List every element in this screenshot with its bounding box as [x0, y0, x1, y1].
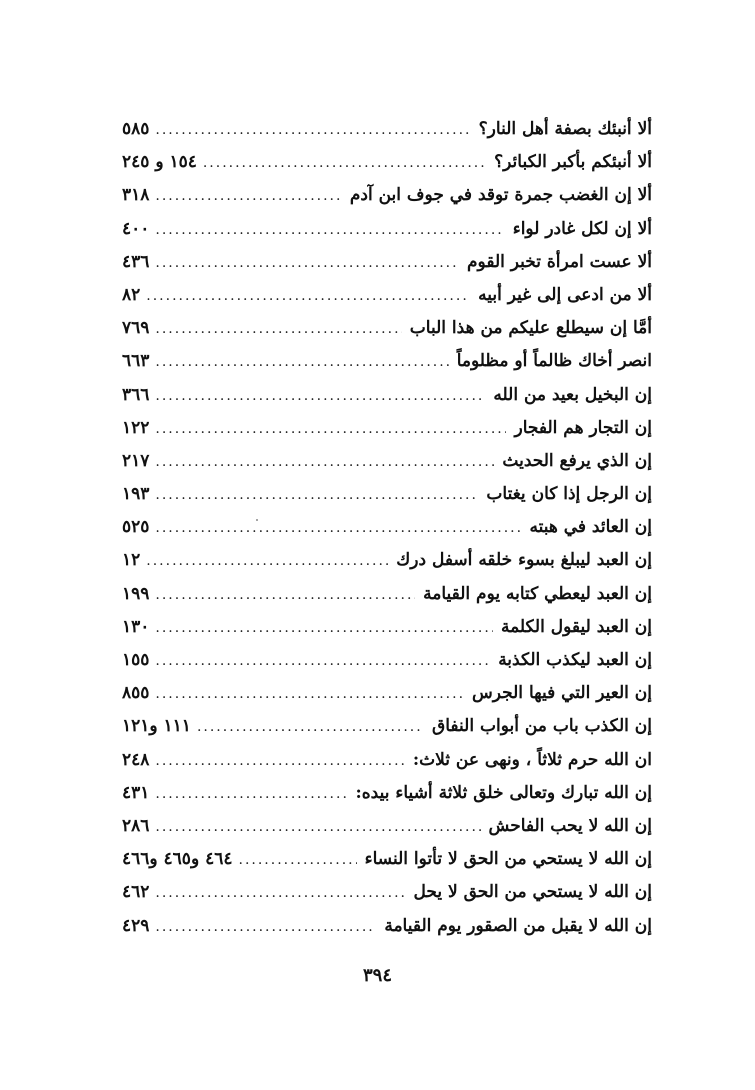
entry-page-reference: ١٩٣ [122, 484, 150, 505]
entry-page-reference: ١٥٥ [122, 650, 150, 670]
dot-leader [149, 811, 480, 844]
entry-title: ألا أنبئك بصفة أهل النار؟ [478, 119, 652, 139]
entry-title: إن الله لا يستحي من الحق لا يحل [413, 882, 652, 903]
entry-page-reference: ١٥٤ و ٢٤٥ [122, 152, 197, 173]
entry-page-reference: ١٣٠ [122, 616, 150, 637]
dot-leader [149, 114, 470, 147]
entry-title: ألا عست امرأة تخبر القوم [467, 251, 652, 272]
dot-leader [149, 479, 478, 512]
index-entry [122, 611, 652, 644]
dot-leader [149, 512, 521, 545]
entry-title: ألا إن لكل غادر لواء [512, 218, 652, 239]
index-entry [122, 644, 652, 677]
index-entry [122, 544, 652, 577]
entry-title: إن الله لا يستحي من الحق لا تأتوا النساء [364, 849, 652, 870]
index-entry [122, 777, 652, 810]
index-entry [122, 810, 652, 843]
entry-title: ان الله حرم ثلاثاً ، ونهى عن ثلاث: [412, 749, 652, 770]
entry-title: إن العبد ليبلغ بسوء خلقه أسفل درك [396, 550, 652, 571]
index-entry [122, 213, 652, 246]
dot-leader [149, 745, 404, 778]
index-entry [122, 246, 652, 279]
hadith-index-list [122, 113, 652, 943]
index-entry [122, 511, 652, 544]
index-entry [122, 744, 652, 777]
entry-page-reference: ٢١٧ [122, 450, 150, 471]
entry-page-reference: ٣٦٦ [122, 384, 150, 405]
dot-leader [140, 280, 470, 313]
entry-title: إن الرجل إذا كان يغتاب [486, 484, 652, 505]
entry-page-reference: ٢٤٨ [122, 749, 150, 770]
entry-page-reference: ١٢٢ [122, 417, 150, 438]
dot-leader [149, 313, 401, 346]
index-entry [122, 412, 652, 445]
entry-title: إن العير التي فيها الجرس [472, 683, 652, 704]
entry-title: ألا أنبئكم بأكبر الكبائر؟ [494, 152, 652, 173]
entry-page-reference: ١٢ [122, 550, 141, 571]
entry-title: إن الله تبارك وتعالى خلق ثلاثة أشياء بيده: [355, 782, 652, 803]
entry-page-reference: ٤٦٤ و٤٦٥ و٤٦٦ [122, 849, 233, 870]
entry-title: إن التجار هم الفجار [514, 417, 652, 438]
entry-page-reference: ١١١ و١٢١ [122, 716, 191, 737]
entry-page-reference: ٢٨٦ [122, 815, 150, 836]
dot-leader [191, 711, 424, 744]
index-entry [122, 876, 652, 909]
entry-title: إن الذي يرفع الحديث [502, 450, 652, 471]
index-entry [122, 445, 652, 478]
dot-leader [149, 678, 464, 711]
entry-page-reference: ٣١٨ [122, 185, 150, 206]
index-entry [122, 677, 652, 710]
entry-title: إن البخيل بعيد من الله [493, 384, 652, 405]
index-entry [122, 179, 652, 212]
entry-page-reference: ٤٠٠ [122, 218, 150, 239]
entry-title: إن الكذب باب من أبواب النفاق [432, 716, 652, 737]
index-entry [122, 379, 652, 412]
index-entry [122, 146, 652, 179]
entry-title: إن الله لا يقبل من الصقور يوم القيامة [384, 915, 652, 936]
dot-leader [149, 645, 490, 678]
ink-speck [256, 519, 258, 521]
entry-page-reference: ٥٨٥ [122, 119, 150, 139]
entry-page-reference: ١٩٩ [122, 583, 150, 604]
dot-leader [149, 612, 493, 645]
entry-page-reference: ٤٣١ [122, 782, 150, 803]
entry-title: انصر أخاك ظالماً أو مظلوماً [456, 351, 652, 372]
dot-leader [140, 545, 388, 578]
entry-title: إن العبد ليقول الكلمة [500, 616, 652, 637]
index-entry [122, 279, 652, 312]
dot-leader [149, 180, 341, 213]
page-number: ٣٩٤ [362, 965, 392, 986]
dot-leader [149, 214, 504, 247]
entry-title: إن العبد ليعطي كتابه يوم القيامة [423, 583, 652, 604]
index-entry [122, 843, 652, 876]
entry-page-reference: ٦٦٣ [122, 351, 150, 372]
entry-page-reference: ٤٦٢ [122, 882, 150, 903]
index-entry [122, 710, 652, 743]
entry-page-reference: ٤٣٦ [122, 251, 150, 272]
entry-title: إن العبد ليكذب الكذبة [498, 650, 652, 670]
index-entry [122, 910, 652, 943]
entry-title: إن الله لا يحب الفاحش [488, 815, 652, 836]
entry-page-reference: ٨٥٥ [122, 683, 150, 704]
entry-title: أمَّا إن سيطلع عليكم من هذا الباب [409, 318, 652, 339]
dot-leader [149, 778, 347, 811]
dot-leader [149, 346, 448, 379]
dot-leader [149, 446, 494, 479]
dot-leader [149, 380, 485, 413]
dot-leader [149, 911, 376, 944]
index-entry [122, 312, 652, 345]
dot-leader [149, 247, 459, 280]
index-entry [122, 113, 652, 146]
index-entry [122, 578, 652, 611]
entry-title: ألا إن الغضب جمرة توقد في جوف ابن آدم [349, 185, 652, 206]
index-entry [122, 478, 652, 511]
entry-page-reference: ٤٢٩ [122, 915, 150, 936]
dot-leader [197, 147, 486, 180]
dot-leader [149, 413, 506, 446]
entry-page-reference: ٥٢٥ [122, 517, 150, 538]
entry-title: ألا من ادعى إلى غير أبيه [478, 284, 652, 305]
entry-page-reference: ٨٢ [122, 284, 141, 305]
dot-leader [149, 877, 405, 910]
dot-leader [233, 844, 357, 877]
entry-page-reference: ٧٦٩ [122, 318, 150, 339]
dot-leader [149, 579, 415, 612]
index-entry [122, 345, 652, 378]
entry-title: إن العائد في هبته [529, 517, 652, 538]
